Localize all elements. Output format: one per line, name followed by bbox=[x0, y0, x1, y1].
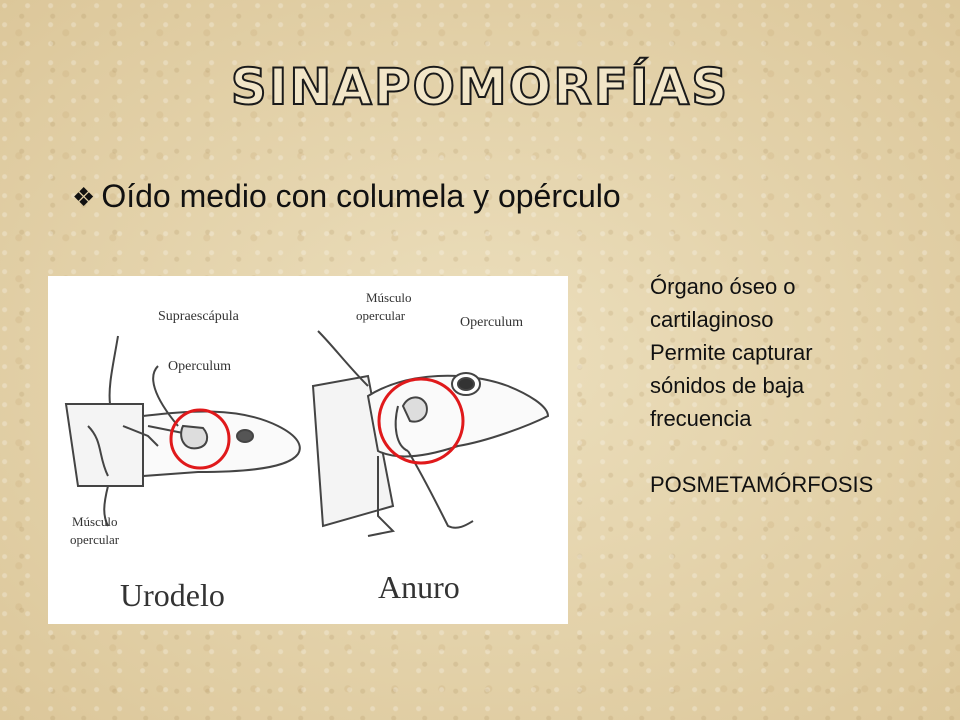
description-text bbox=[650, 270, 873, 501]
bullet-text: Oído medio con columela y opérculo bbox=[101, 178, 621, 214]
label-suprascapula: Supraescápula bbox=[158, 309, 239, 324]
label-musculo-right-2: opercular bbox=[356, 308, 406, 323]
anatomy-diagram bbox=[48, 276, 568, 624]
slide-title: SINAPOMORFÍAS bbox=[230, 58, 730, 116]
anuro-drawing bbox=[313, 331, 548, 536]
label-urodelo: Urodelo bbox=[120, 577, 225, 613]
diamond-bullet-icon: ❖ bbox=[72, 181, 96, 212]
label-musculo-right-1: Músculo bbox=[366, 290, 412, 305]
label-musculo-left-2: opercular bbox=[70, 532, 120, 547]
description-line: sónidos de baja bbox=[650, 373, 805, 398]
bullet-item bbox=[72, 178, 621, 215]
anatomy-figure bbox=[48, 276, 568, 624]
label-anuro: Anuro bbox=[378, 569, 460, 605]
description-line: Órgano óseo o bbox=[650, 274, 796, 299]
description-line: cartilaginoso bbox=[650, 307, 774, 332]
label-musculo-left-1: Músculo bbox=[72, 514, 118, 529]
description-line: Permite capturar bbox=[650, 340, 813, 365]
posmetamorfosis-label: POSMETAMÓRFOSIS bbox=[650, 472, 874, 497]
label-operculum-left: Operculum bbox=[168, 359, 231, 374]
description-line: frecuencia bbox=[650, 406, 752, 431]
label-operculum-right: Operculum bbox=[460, 315, 523, 330]
